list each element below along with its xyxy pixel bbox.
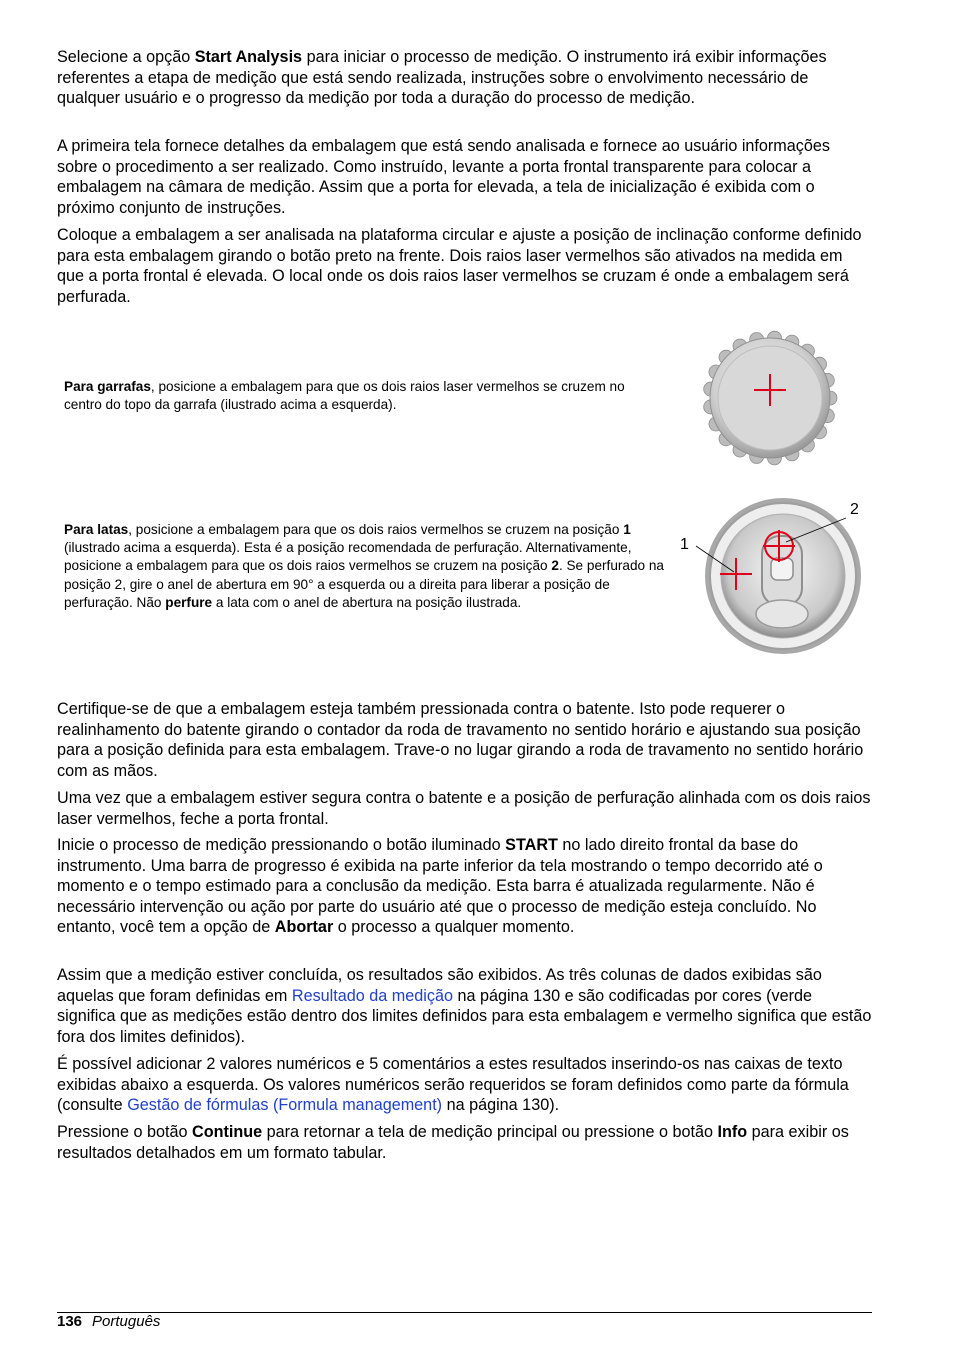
paragraph-start-analysis: Selecione a opção Start Analysis para iniciar o processo de medição. O instrumento irá exibir informações referentes a etapa de medição que está sendo realizada, instruções sobre o envolvimento necessário de qualquer usuário e o progresso da medição por toda a duração do processo de medição.: [57, 48, 827, 107]
bottle-instructions: Para garrafas, posicione a embalagem para que os dois raios laser vermelhos se cruzem no centro do topo da garrafa (ilustrado acima a esquerda).: [64, 379, 625, 413]
footer: [57, 1312, 160, 1332]
paragraph-continue: Pressione o botão Continue para retornar a tela de medição principal ou pressione o botão Info para exibir os resultados detalhados em um formato tabular.: [57, 1123, 849, 1162]
paragraph-add-values: É possível adicionar 2 valores numéricos e 5 comentários a estes resultados inserindo-os nas caixas de texto exibidas abaixo a esquerda. Os valores numéricos serão requeridos se foram definidos como parte da fórmula (consulte Gestão de fórmulas (Formula management) na página 130).: [57, 1055, 849, 1114]
can-top-figure: [676, 496, 866, 660]
paragraph-place-package: Coloque a embalagem a ser analisada na plataforma circular e ajuste a posição de inclinação conforme definido para esta embalagem girando o botão preto na frente. Dois raios laser vermelhos são ativados na medida em que a porta frontal é elevada. O local onde os dois raios laser vermelhos se cruzam é onde a embalagem será perfurada.: [57, 226, 862, 306]
paragraph-results: Assim que a medição estiver concluída, os resultados são exibidos. As três colunas de dados exibidas são aquelas que foram definidas em Resultado da medição na página 130 e são codificadas por cores (verde significa que as medições estão dentro dos limites definidos para esta embalagem e vermelho significa que estão fora dos limites definidos).: [57, 966, 872, 1046]
link-resultado-medicao[interactable]: Resultado da medição: [291, 986, 453, 1005]
link-formula-management[interactable]: Gestão de fórmulas (Formula management): [127, 1096, 443, 1114]
bottle-cap-figure: [700, 330, 840, 470]
page-number: 136: [57, 1313, 83, 1330]
can-top-icon: [676, 496, 866, 660]
paragraph-start-measurement: Inicie o processo de medição pressionando o botão iluminado START no lado direito frontal da base do instrumento. Uma barra de progresso é exibida na parte inferior da tela mostrando o tempo decorrido até o momento e o tempo estimado para a conclusão da medição. Esta barra é atualizada regularmente. Não é necessário intervenção ou ação por parte do usuário até que o processo de medição esteja concluído. No entanto, você tem a opção de Abortar o processo a qualquer momento.: [57, 836, 823, 936]
can-instructions: Para latas, posicione a embalagem para que os dois raios vermelhos se cruzem na posição 1 (ilustrado acima a esquerda). Esta é a posição recomendada de perfuração. Alternativamente, posicione a embalagem para que os dois raios vermelhos se cruzem na posição 2. Se perfurado na posição 2, gire o anel de abertura em 90° a esquerda ou a direita para liberar a posição de perfuração. Não perfure a lata com o anel de abertura na posição ilustrada.: [64, 522, 664, 610]
paragraph-stop: Certifique-se de que a embalagem esteja também pressionada contra o batente. Isto pode requerer o realinhamento do batente girando o contador da roda de travamento no sentido horário e ajustando sua posição para a posição definida para esta embalagem. Trave-o no lugar girando a roda de travamento no sentido horário com as mãos.: [57, 700, 864, 780]
paragraph-close-door: Uma vez que a embalagem estiver segura contra o batente e a posição de perfuração alinhada com os dois raios laser vermelhos, feche a porta frontal.: [57, 789, 871, 828]
position-2-label: 2: [850, 501, 859, 518]
footer-rule: [57, 1312, 872, 1313]
position-1-label: 1: [680, 536, 689, 553]
bottle-cap-icon: [700, 330, 840, 470]
paragraph-first-screen: A primeira tela fornece detalhes da embalagem que está sendo analisada e fornece ao usuário informações sobre o procedimento a ser realizado. Como instruído, levante a porta frontal transparente para colocar a embalagem na câmara de medição. Assim que a porta for elevada, a tela de inicialização é exibida com o próximo conjunto de instruções.: [57, 137, 830, 217]
footer-language: Português: [92, 1313, 161, 1330]
